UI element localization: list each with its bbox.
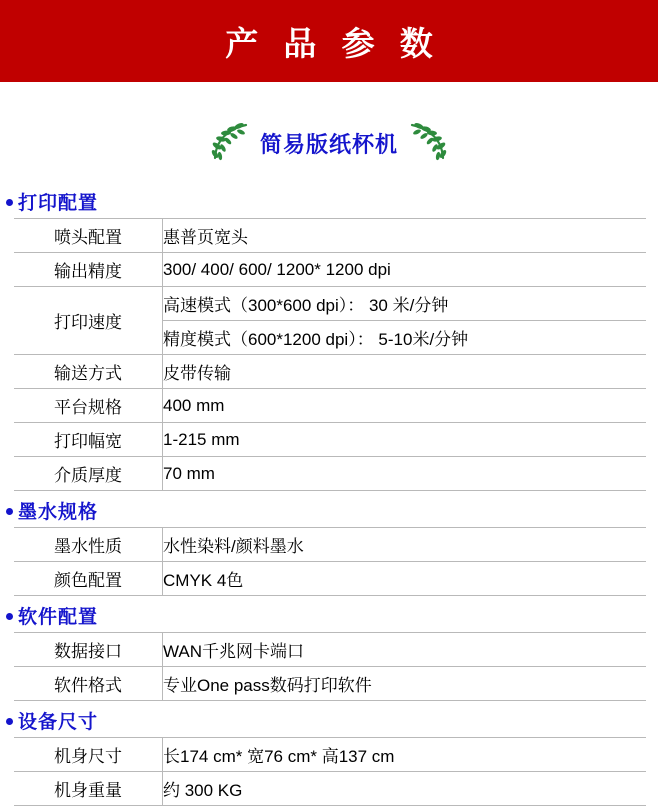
row-label: 机身重量 bbox=[14, 772, 163, 806]
row-value: 400 mm bbox=[163, 389, 647, 423]
row-value: 专业One pass数码打印软件 bbox=[163, 667, 647, 701]
row-label: 平台规格 bbox=[14, 389, 163, 423]
row-value: 精度模式（600*1200 dpi）： 5-10米/分钟 bbox=[163, 321, 647, 355]
row-value: 300/ 400/ 600/ 1200* 1200 dpi bbox=[163, 253, 647, 287]
section-title: 设备尺寸 bbox=[18, 712, 99, 733]
row-value: 皮带传输 bbox=[163, 355, 647, 389]
product-name-row bbox=[0, 104, 658, 182]
bullet-dot-icon bbox=[6, 613, 13, 620]
row-label: 颜色配置 bbox=[14, 562, 163, 596]
spec-table-equipment-size bbox=[14, 737, 646, 806]
bullet-dot-icon bbox=[6, 718, 13, 725]
spec-table-ink-spec bbox=[14, 527, 646, 596]
table-row bbox=[14, 528, 646, 562]
table-row bbox=[14, 457, 646, 491]
section-heading-software-config bbox=[6, 602, 658, 629]
section-heading-ink-spec bbox=[6, 497, 658, 524]
laurel-wreath-left-icon bbox=[208, 120, 254, 166]
table-row bbox=[14, 287, 646, 321]
row-label: 输送方式 bbox=[14, 355, 163, 389]
row-value: 长174 cm* 宽76 cm* 高137 cm bbox=[163, 738, 647, 772]
row-label: 喷头配置 bbox=[14, 219, 163, 253]
row-value: 高速模式（300*600 dpi）： 30 米/分钟 bbox=[163, 287, 647, 321]
row-label: 机身尺寸 bbox=[14, 738, 163, 772]
table-row bbox=[14, 253, 646, 287]
bullet-dot-icon bbox=[6, 508, 13, 515]
table-row bbox=[14, 667, 646, 701]
laurel-wreath-right-icon bbox=[404, 120, 450, 166]
row-value: WAN千兆网卡端口 bbox=[163, 633, 647, 667]
table-row bbox=[14, 219, 646, 253]
product-name: 简易版纸杯机 bbox=[259, 131, 398, 157]
bullet-dot-icon bbox=[6, 199, 13, 206]
row-value: 水性染料/颜料墨水 bbox=[163, 528, 647, 562]
row-label: 数据接口 bbox=[14, 633, 163, 667]
row-label: 输出精度 bbox=[14, 253, 163, 287]
table-row bbox=[14, 389, 646, 423]
row-value: 惠普页宽头 bbox=[163, 219, 647, 253]
spec-table-software-config bbox=[14, 632, 646, 701]
section-heading-print-config bbox=[6, 188, 658, 215]
row-label: 打印幅宽 bbox=[14, 423, 163, 457]
table-row bbox=[14, 772, 646, 806]
section-title: 软件配置 bbox=[18, 607, 99, 628]
row-label: 软件格式 bbox=[14, 667, 163, 701]
row-value: 70 mm bbox=[163, 457, 647, 491]
section-title: 打印配置 bbox=[18, 193, 99, 214]
spec-table-print-config bbox=[14, 218, 646, 491]
section-heading-equipment-size bbox=[6, 707, 658, 734]
row-value: 约 300 KG bbox=[163, 772, 647, 806]
table-row bbox=[14, 738, 646, 772]
row-label: 打印速度 bbox=[14, 287, 163, 355]
page-banner bbox=[0, 0, 658, 82]
row-label: 墨水性质 bbox=[14, 528, 163, 562]
row-label: 介质厚度 bbox=[14, 457, 163, 491]
table-row bbox=[14, 562, 646, 596]
table-row bbox=[14, 423, 646, 457]
page-title: 产 品 参 数 bbox=[225, 24, 441, 62]
table-row bbox=[14, 633, 646, 667]
table-row bbox=[14, 355, 646, 389]
row-value: CMYK 4色 bbox=[163, 562, 647, 596]
row-value: 1-215 mm bbox=[163, 423, 647, 457]
section-title: 墨水规格 bbox=[18, 502, 99, 523]
